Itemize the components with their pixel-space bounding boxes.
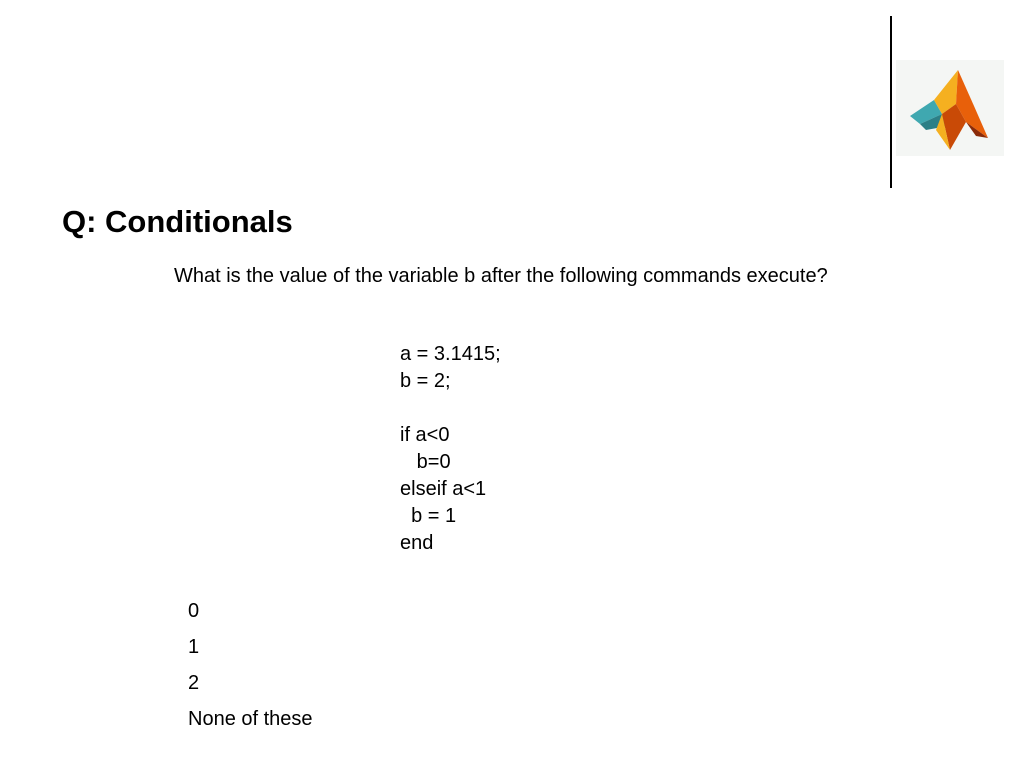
code-line: if a<0 (400, 424, 450, 446)
code-line: b = 2; (400, 370, 451, 392)
answer-option[interactable]: None of these (188, 708, 313, 730)
code-block (400, 341, 501, 557)
code-line: a = 3.1415; (400, 343, 501, 365)
answer-option[interactable]: 1 (188, 636, 200, 658)
matlab-logo-icon (896, 60, 1004, 156)
question-text: What is the value of the variable b after the following commands execute? (174, 265, 828, 287)
answer-options (188, 597, 313, 741)
slide-title: Q: Conditionals (62, 204, 293, 239)
answer-option[interactable]: 2 (188, 672, 200, 694)
answer-option[interactable]: 0 (188, 600, 200, 622)
divider-line (890, 16, 892, 188)
code-line (400, 395, 501, 422)
code-line: end (400, 532, 434, 554)
code-line: elseif a<1 (400, 478, 487, 500)
code-line: b=0 (400, 451, 451, 473)
code-line: b = 1 (400, 505, 457, 527)
